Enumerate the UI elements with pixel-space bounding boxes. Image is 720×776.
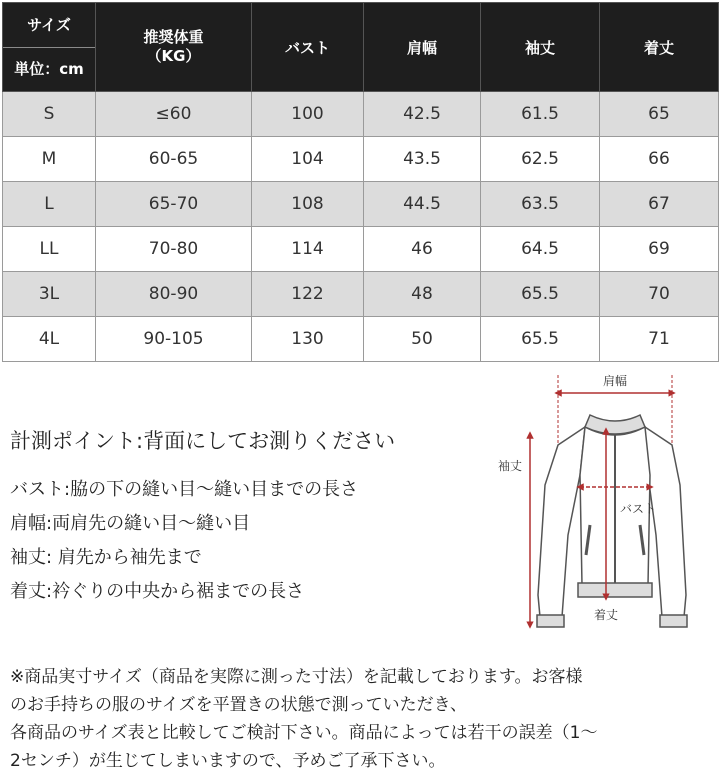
size-cell: M [3,137,96,182]
bust-label: バスト [620,502,657,516]
length-cell: 66 [600,137,719,182]
weight-cell: 80-90 [96,272,252,317]
length-label: 着丈 [594,608,619,622]
shoulder-cell: 44.5 [364,182,481,227]
weight-header-label: 推奨体重 [143,28,204,46]
shoulder-cell: 43.5 [364,137,481,182]
weight-cell: ≤60 [96,92,252,137]
bust-cell: 100 [252,92,364,137]
disclaimer-line: 各商品のサイズ表と比較してご検討下さい。商品によっては若干の誤差（1～ [10,723,598,743]
jacket-outline-icon [537,415,687,627]
shoulder-cell: 48 [364,272,481,317]
length-cell: 70 [600,272,719,317]
note-shoulder: 肩幅:両肩先の縫い目～縫い目 [10,513,251,534]
table-row [3,137,719,182]
size-cell: 4L [3,317,96,362]
weight-cell: 90-105 [96,317,252,362]
table-row [3,317,719,362]
sleeve-cell: 65.5 [481,317,600,362]
size-cell: 3L [3,272,96,317]
length-cell: 67 [600,182,719,227]
size-unit-header [3,3,96,92]
length-header: 着丈 [600,3,719,92]
shoulder-cell: 46 [364,227,481,272]
sleeve-cell: 63.5 [481,182,600,227]
note-bust: バスト:脇の下の縫い目～縫い目までの長さ [10,479,359,500]
note-sleeve: 袖丈: 肩先から袖先まで [10,547,202,568]
jacket-diagram [490,365,715,650]
weight-header [96,3,252,92]
sleeve-cell: 62.5 [481,137,600,182]
disclaimer-line: のお手持ちの服のサイズを平置きの状態で測っていただき、 [10,695,467,715]
length-cell: 69 [600,227,719,272]
size-table [2,2,719,362]
sleeve-header: 袖丈 [481,3,600,92]
weight-cell: 65-70 [96,182,252,227]
table-row [3,92,719,137]
disclaimer [10,663,715,775]
weight-cell: 60-65 [96,137,252,182]
bust-cell: 114 [252,227,364,272]
table-row [3,272,719,317]
length-cell: 65 [600,92,719,137]
sleeve-cell: 61.5 [481,92,600,137]
unit-header: 単位：cm [14,60,84,78]
size-cell: LL [3,227,96,272]
sleeve-cell: 65.5 [481,272,600,317]
bust-cell: 122 [252,272,364,317]
sleeve-cell: 64.5 [481,227,600,272]
weight-cell: 70-80 [96,227,252,272]
bust-header: バスト [252,3,364,92]
weight-header-unit: （KG） [146,47,201,65]
table-row [3,182,719,227]
size-cell: L [3,182,96,227]
notes-title: 計測ポイント:背面にしてお測りください [10,429,396,453]
shoulder-cell: 42.5 [364,92,481,137]
bust-cell: 108 [252,182,364,227]
table-row [3,227,719,272]
bust-cell: 130 [252,317,364,362]
size-cell: S [3,92,96,137]
length-cell: 71 [600,317,719,362]
sleeve-label: 袖丈 [498,459,523,473]
measurement-notes [10,425,395,609]
note-length: 着丈:衿ぐりの中央から裾までの長さ [10,581,305,602]
disclaimer-line: ※商品実寸サイズ（商品を実際に測った寸法）を記載しております。お客様 [10,667,583,687]
size-header: サイズ [3,3,95,48]
shoulder-header: 肩幅 [364,3,481,92]
shoulder-label: 肩幅 [602,374,628,388]
disclaimer-line: 2センチ）が生じてしまいますので、予めご了承下さい。 [10,751,446,771]
shoulder-cell: 50 [364,317,481,362]
bust-cell: 104 [252,137,364,182]
